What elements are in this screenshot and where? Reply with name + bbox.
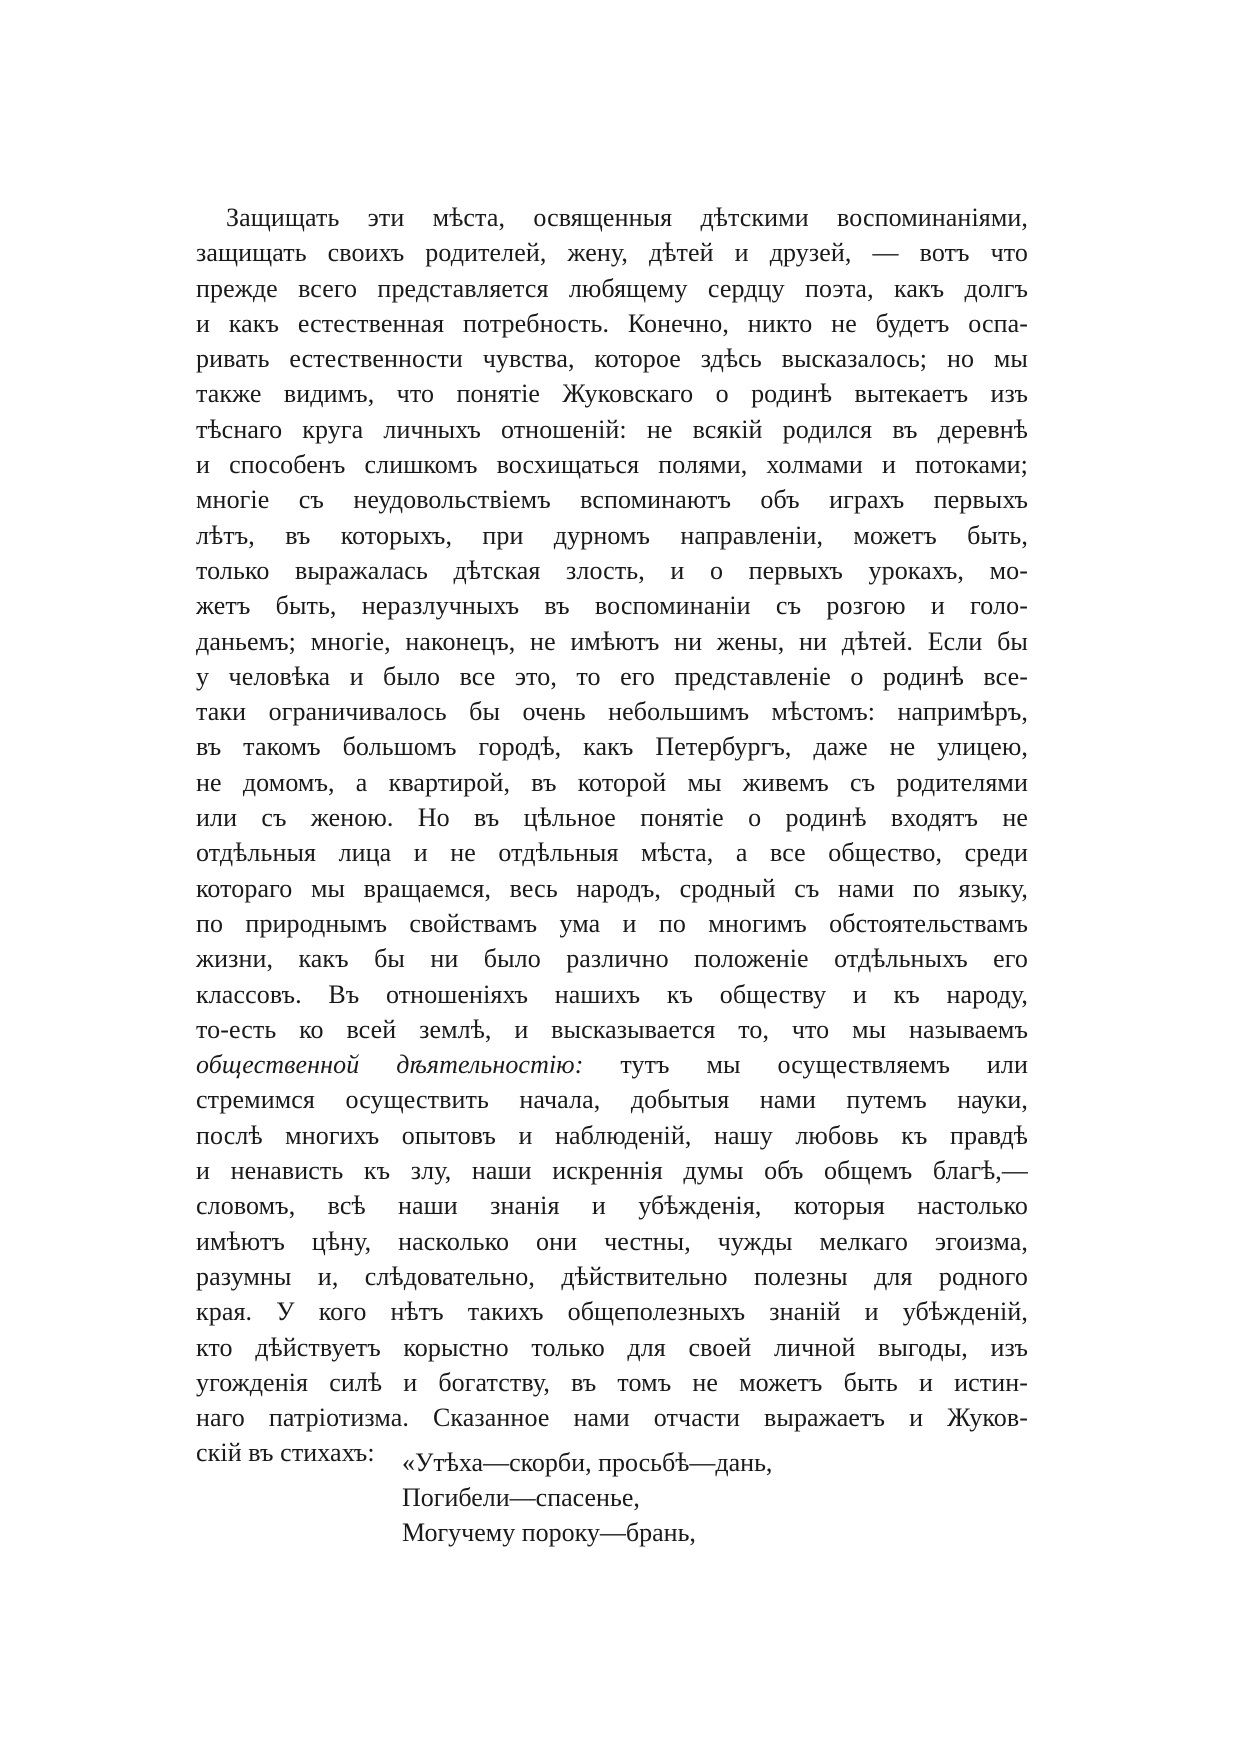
paragraph-line: скій въ стихахъ:: [196, 1438, 375, 1468]
verse-line: Погибели—спасенье,: [402, 1483, 640, 1512]
paragraph-line: котораго мы вращаемся, весь народъ, сродный съ нами по языку,: [196, 873, 1028, 903]
paragraph-line: края. У кого нѣтъ такихъ общеполезныхъ знаній и убѣжденій,: [196, 1297, 1028, 1327]
paragraph-line: то-есть ко всей землѣ, и высказывается то, что мы называемъ: [196, 1014, 1028, 1044]
verse-line: «Утѣха—скорби, просьбѣ—дань,: [402, 1448, 773, 1477]
paragraph-line: отдѣльныя лица и не отдѣльныя мѣста, а все общество, среди: [196, 838, 1028, 868]
verse-quote: [402, 1445, 1002, 1550]
paragraph-line: ривать естественности чувства, которое здѣсь высказалось; но мы: [196, 344, 1028, 374]
paragraph-line: также видимъ, что понятіе Жуковскаго о родинѣ вытекаетъ изъ: [196, 379, 1028, 409]
paragraph-line: Защищать эти мѣста, освященныя дѣтскими воспоминаніями,: [226, 203, 1028, 232]
paragraph-line: угожденія силѣ и богатству, въ томъ не можетъ быть и истин-: [196, 1367, 1028, 1397]
paragraph-line: у человѣка и было все это, то его представленіе о родинѣ все-: [196, 661, 1028, 691]
paragraph-line: даньемъ; многіе, наконецъ, не имѣютъ ни жены, ни дѣтей. Если бы: [196, 626, 1028, 656]
paragraph-line: защищать своихъ родителей, жену, дѣтей и друзей, — вотъ что: [196, 238, 1028, 268]
italic-line-rest: тутъ мы осуществляемъ или: [583, 1050, 1028, 1080]
paragraph-line: тѣснаго круга личныхъ отношеній: не всякій родился въ деревнѣ: [196, 414, 1028, 444]
paragraph-line: прежде всего представляется любящему сердцу поэта, какъ долгъ: [196, 273, 1028, 303]
verse-line: Могучему пороку—брань,: [402, 1518, 696, 1547]
paragraph-line: таки ограничивалось бы очень небольшимъ мѣстомъ: напримѣръ,: [196, 697, 1028, 727]
paragraph-line: и ненависть къ злу, наши искреннія думы объ общемъ благѣ,—: [196, 1156, 1028, 1186]
paragraph-line: и какъ естественная потребность. Конечно, никто не будетъ оспа-: [196, 308, 1028, 338]
paragraph-line: жетъ быть, неразлучныхъ въ воспоминаніи съ розгою и голо-: [196, 591, 1028, 621]
paragraph-line: въ такомъ большомъ городѣ, какъ Петербургъ, даже не улицею,: [196, 732, 1028, 762]
paragraph-line: по природнымъ свойствамъ ума и по многимъ обстоятельствамъ: [196, 908, 1028, 938]
paragraph-line: жизни, какъ бы ни было различно положеніе отдѣльныхъ его: [196, 944, 1028, 974]
paragraph-line: не домомъ, а квартирой, въ которой мы живемъ съ родителями: [196, 767, 1028, 797]
paragraph-line: послѣ многихъ опытовъ и наблюденій, нашу любовь къ правдѣ: [196, 1120, 1028, 1150]
paragraph-line: кто дѣйствуетъ корыстно только для своей личной выгоды, изъ: [196, 1332, 1028, 1362]
paragraph-line: словомъ, всѣ наши знанія и убѣжденія, которыя настолько: [196, 1191, 1028, 1221]
paragraph-line: имѣютъ цѣну, насколько они честны, чужды мелкаго эгоизма,: [196, 1226, 1028, 1256]
paragraph-line: классовъ. Въ отношеніяхъ нашихъ къ обществу и къ народу,: [196, 979, 1028, 1009]
paragraph-line: лѣтъ, въ которыхъ, при дурномъ направленіи, можетъ быть,: [196, 520, 1028, 550]
main-paragraph: [196, 200, 1028, 1471]
paragraph-line: наго патріотизма. Сказанное нами отчасти выражаетъ и Жуков-: [196, 1403, 1028, 1433]
italic-phrase: общественной дѣятельностію:: [196, 1050, 584, 1080]
paragraph-line: и способенъ слишкомъ восхищаться полями, холмами и потоками;: [196, 450, 1028, 480]
paragraph-line: только выражалась дѣтская злость, и о первыхъ урокахъ, мо-: [196, 555, 1028, 585]
paragraph-line-italic: [196, 1047, 1028, 1082]
paragraph-line: или съ женою. Но въ цѣльное понятіе о родинѣ входятъ не: [196, 803, 1028, 833]
paragraph-line: разумны и, слѣдовательно, дѣйствительно полезны для родного: [196, 1261, 1028, 1291]
paragraph-line: стремимся осуществить начала, добытыя нами путемъ науки,: [196, 1085, 1028, 1115]
paragraph-line: многіе съ неудовольствіемъ вспоминаютъ объ играхъ первыхъ: [196, 485, 1028, 515]
